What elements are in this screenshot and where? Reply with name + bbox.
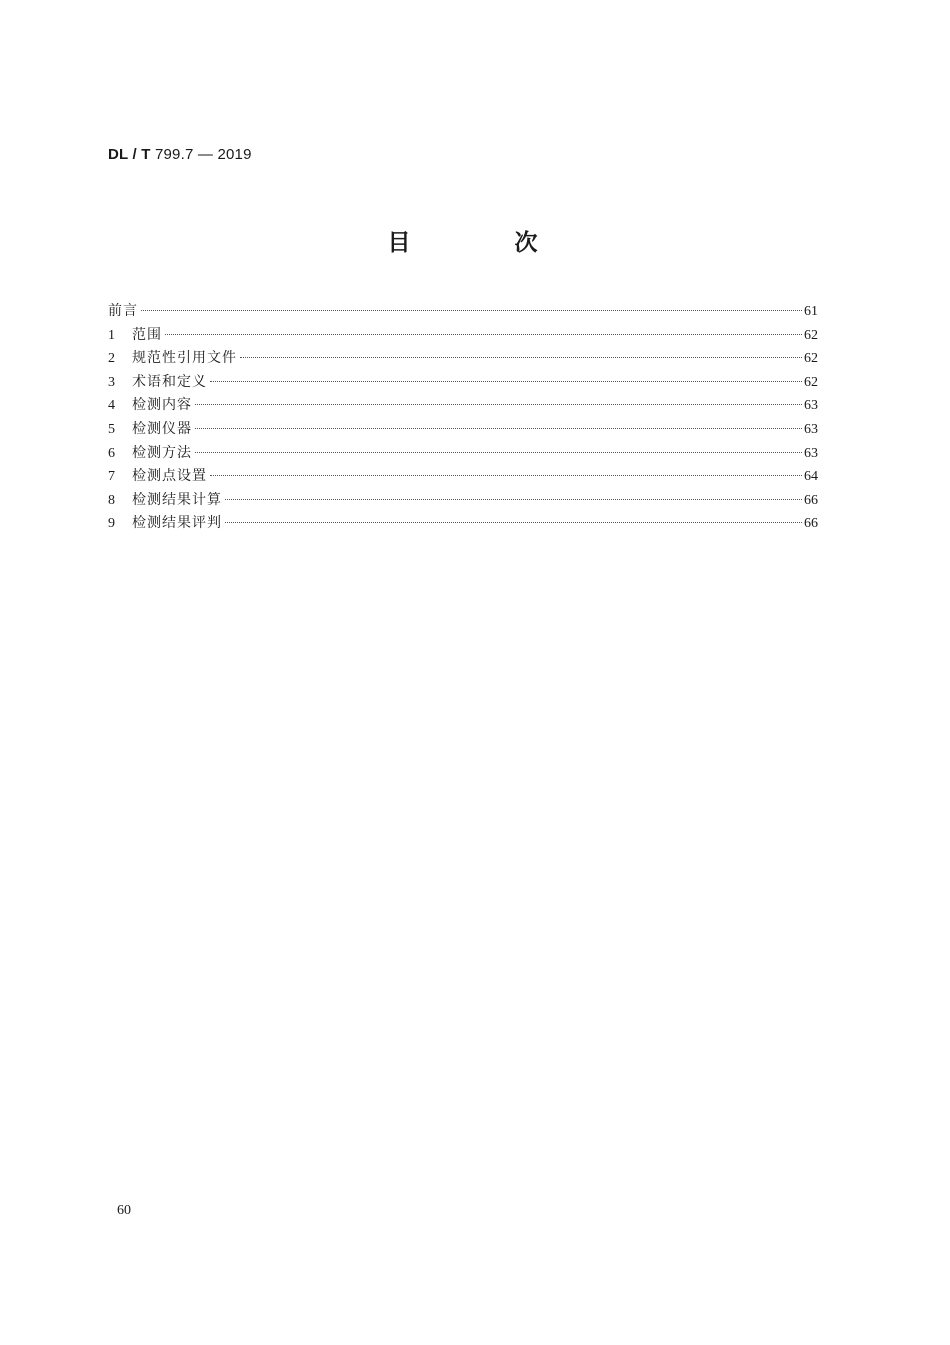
toc-entry-label: 检测结果计算 [132,491,222,508]
toc-entry-number: 9 [108,516,115,532]
table-of-contents [108,300,818,536]
toc-entry-label: 检测内容 [132,397,192,414]
toc-entry[interactable] [108,418,818,442]
toc-entry-number: 2 [108,351,115,367]
toc-dot-leader [141,310,802,311]
toc-entry[interactable] [108,465,818,489]
toc-entry-page: 66 [804,516,818,532]
toc-entry-label: 前言 [108,303,138,319]
toc-dot-leader [195,452,802,453]
toc-entry-page: 66 [804,492,818,508]
standard-number: 799.7 — 2019 [154,146,252,163]
toc-dot-leader [225,499,802,500]
toc-entry-number: 5 [108,421,115,437]
toc-dot-leader [210,381,802,382]
toc-entry-page: 62 [804,327,818,343]
toc-entry[interactable] [108,394,818,418]
toc-entry-page: 63 [804,398,818,414]
toc-entry[interactable] [108,512,818,536]
toc-entry-page: 64 [804,469,818,485]
toc-entry-label: 范围 [132,326,162,343]
toc-dot-leader [195,404,802,405]
toc-dot-leader [210,475,802,476]
toc-entry-label: 规范性引用文件 [132,350,237,367]
toc-entry-number: 3 [108,374,115,390]
toc-entry-number: 8 [108,492,115,508]
toc-entry-page: 63 [804,445,818,461]
toc-entry[interactable] [108,324,818,348]
toc-dot-leader [240,357,802,358]
toc-dot-leader [165,334,802,335]
toc-entry[interactable] [108,347,818,371]
page-number: 60 [117,1203,131,1218]
toc-entry-number: 6 [108,445,115,461]
toc-entry-label: 检测仪器 [132,420,192,437]
toc-entry[interactable] [108,371,818,395]
toc-title: 目 次 [387,230,586,256]
toc-entry-number: 1 [108,327,115,343]
toc-entry-label: 检测点设置 [132,468,207,485]
toc-dot-leader [195,428,802,429]
toc-entry-label: 术语和定义 [132,373,207,390]
toc-entry-label: 检测结果评判 [132,515,222,532]
toc-entry-page: 63 [804,421,818,437]
standard-prefix: DL / T [108,146,151,163]
toc-entry-page: 61 [804,304,818,319]
toc-entry-number: 4 [108,398,115,414]
toc-entry-number: 7 [108,469,115,485]
toc-dot-leader [225,522,802,523]
toc-entry[interactable] [108,442,818,466]
toc-entry-label: 检测方法 [132,444,192,461]
toc-entry-page: 62 [804,374,818,390]
toc-entry[interactable] [108,300,818,324]
toc-entry[interactable] [108,489,818,513]
standard-code-header [108,146,252,163]
toc-entry-page: 62 [804,351,818,367]
